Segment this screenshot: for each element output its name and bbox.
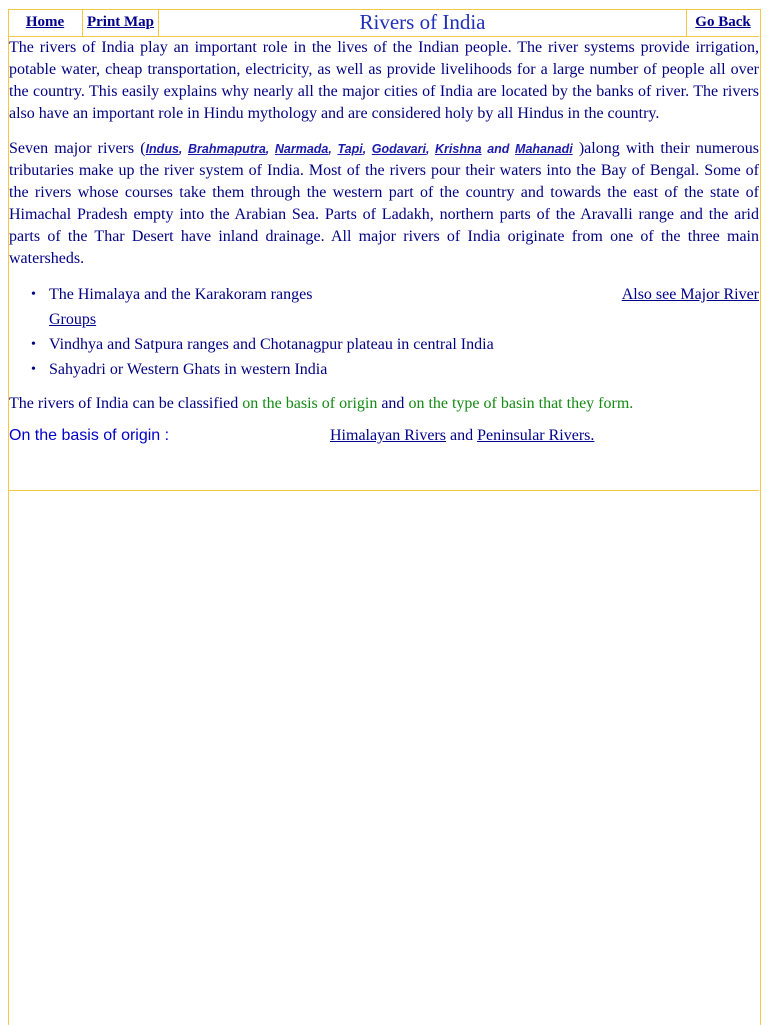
nav-cell-home [8,9,83,36]
watershed-sahyadri: Sahyadri or Western Ghats in western India [49,361,328,378]
major-prefix: Seven major rivers ( [9,140,146,157]
river-link-narmada[interactable]: Narmada [274,142,329,156]
river-and: and [487,142,510,156]
nav-cell-title [159,9,687,36]
origin-and: and [445,427,478,444]
home-link[interactable]: Home [25,14,65,30]
list-item [49,357,759,382]
also-see-groups-link[interactable]: Groups [49,311,97,328]
major-rivers-paragraph [9,138,759,270]
watershed-vindhya: Vindhya and Satpura ranges and Chotanagpur plateau in central India [49,336,494,353]
intro-paragraph: The rivers of India play an important role in the lives of the Indian people. The river systems provide irrigation, potable water, cheap transportation, electricity, as well as provide livelihoods for a large number of people all over the country. This easily explains why nearly all the major cities of India are located by the banks of river. The rivers also have an important role in Hindu mythology and are considered holy by all Hindus in the country. [9,39,759,122]
print-map-link[interactable]: Print Map [86,14,155,30]
river-link-indus[interactable]: Indus [145,142,179,156]
himalayan-rivers-link[interactable]: Himalayan Rivers [330,427,446,444]
go-back-link[interactable]: Go Back [695,14,751,30]
nav-bar [8,9,759,37]
river-link-brahmaputra[interactable]: Brahmaputra [188,142,266,156]
nav-cell-go-back [687,9,759,36]
basin-phrase: on the type of basin that they form. [408,395,634,412]
peninsular-rivers-link[interactable]: Peninsular Rivers. [477,427,595,444]
river-link-mahanadi[interactable]: Mahanadi [515,142,573,156]
watersheds-list [9,282,759,382]
nav-cell-print-map [83,9,159,36]
list-item [49,282,759,332]
river-link-tapi[interactable]: Tapi [337,142,363,156]
river-link-godavari[interactable]: Godavari [371,142,426,156]
river-link-krishna[interactable]: Krishna [435,142,482,156]
origin-links [330,425,594,447]
main-content [9,37,759,451]
section-divider [8,490,759,491]
major-suffix: )along with their numerous tributaries make up the river system of India. Most of the rivers pour their waters into the Bay of Bengal. Some of the rivers whose courses take them through the western part of the country and towards the east of the state of Himachal Pradesh empty into the Arabian Sea. Parts of Ladakh, northern parts of the Aravalli range and the arid parts of the Thar Desert have inland drainage. All major rivers of India originate from one of the three main watersheds. [9,140,759,267]
origin-section [9,425,759,451]
page-title: Rivers of India [359,10,486,34]
origin-label: On the basis of origin : [9,427,170,444]
watershed-himalaya: The Himalaya and the Karakoram ranges [49,286,313,303]
classify-and: and [377,395,409,412]
origin-phrase: on the basis of origin [242,395,378,412]
also-see-major-river-groups-link[interactable]: Also see Major River [621,286,759,303]
classification-paragraph [9,393,759,415]
list-item [49,332,759,357]
river-links: Indus, Brahmaputra, Narmada, Tapi, Godavari, Krishna and Mahanadi [145,142,573,156]
classify-text: The rivers of India can be classified [9,395,243,412]
